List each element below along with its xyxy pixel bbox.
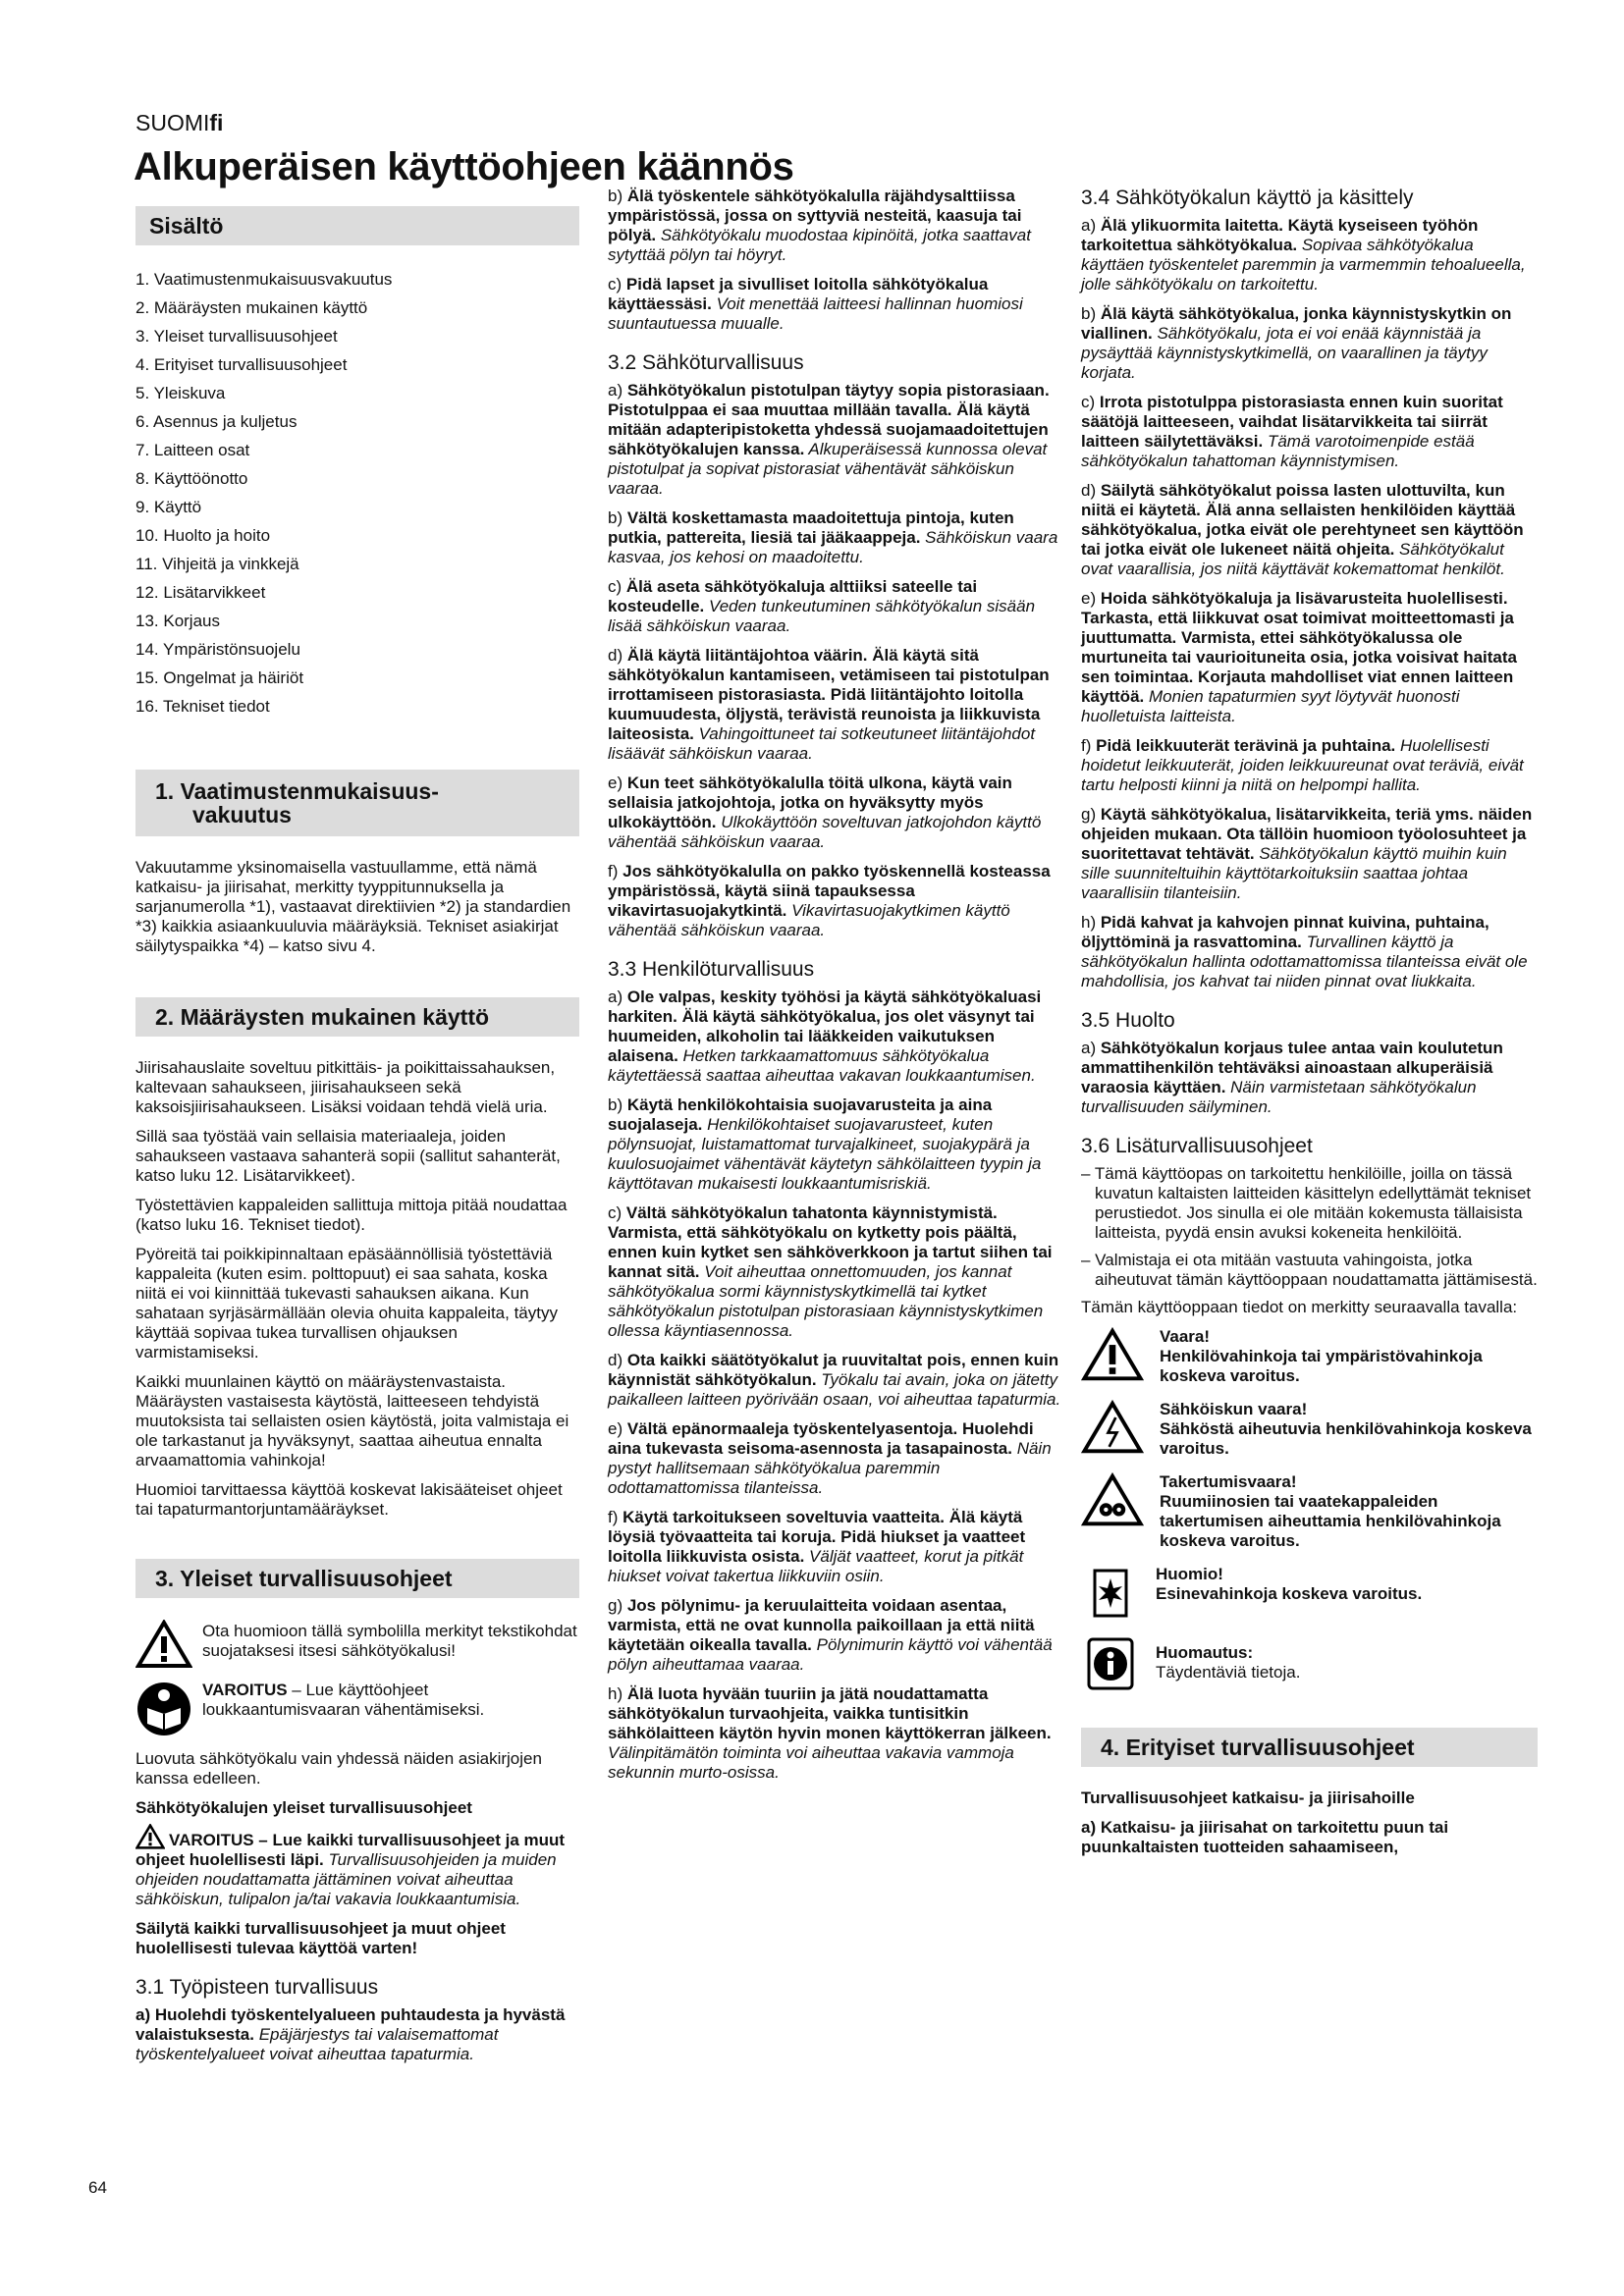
symbol-entanglement: Takertumisvaara! Ruumiinosien tai vaatekappaleiden takertumisen aiheuttamia henkilövahinkoja koskeva varoitus. [1081, 1472, 1538, 1551]
s33-item: d) Ota kaikki säätötyökalut ja ruuvitaltat pois, ennen kuin käynnistät sähkötyökalun. Työkalu tai avain, joka on jätetty paikalleen laitteen pyörivään osaan, voi aiheuttaa tapaturmia. [608, 1351, 1061, 1409]
bullet-item: – Valmistaja ei ota mitään vastuuta vahingoista, jotka aiheutuvat tämän käyttöoppaan noudattamatta jättämisestä. [1081, 1251, 1538, 1289]
toc-item: 8. Käyttöönotto [135, 469, 248, 488]
toc-item: 16. Tekniset tiedot [135, 697, 270, 716]
s34-item: g) Käytä sähkötyökalua, lisätarvikkeita, teriä yms. näiden ohjeiden mukaan. Ota tällöin huomioon työolosuhteet ja suoritettavat tehtävät. Sähkötyökalun käyttö muihin kuin sille suunniteltuihin käyttötarkoituksiin saattaa johtaa vaarallisiin tilanteisiin. [1081, 805, 1533, 902]
bullet-item: – Tämä käyttöopas on tarkoitettu henkilöille, joilla on tässä kuvatun kaltaisten laitteiden käsittelyn edellyttämät tekniset perustiedot. Jos sinulla ei ole mitään kokemusta tällaisista laitteista, pyydä ensin avuksi kokeneita henkilöitä. [1081, 1164, 1532, 1242]
toc-heading: Sisältö [135, 206, 579, 245]
toc-item: 5. Yleiskuva [135, 384, 226, 402]
s32-item: e) Kun teet sähkötyökalulla töitä ulkona, käytä vain sellaisia jatkojohtoja, jotka on hyväksytty myös ulkokäyttöön. Ulkokäyttöön soveltuvan jatkojohdon käyttö vähentää sähköiskun vaaraa. [608, 774, 1042, 851]
toc-item: 10. Huolto ja hoito [135, 526, 271, 545]
info-icon [1081, 1635, 1140, 1692]
s4-subheading: Turvallisuusohjeet katkaisu- ja jiirisahoille [1081, 1789, 1415, 1807]
toc-item: 13. Korjaus [135, 612, 220, 630]
section-3-heading: 3. Yleiset turvallisuusohjeet [135, 1559, 579, 1598]
s34-item: f) Pidä leikkuuterät terävinä ja puhtaina. Huolellisesti hoidetut leikkuuterät, joiden leikkuureunat ovat teräviä, eivät tartu helposti kiinni ja niitä on helpompi hallita. [1081, 736, 1524, 794]
s35-item: a) Sähkötyökalun korjaus tulee antaa vain koulutetun ammattihenkilön tehtäväksi ainoastaan alkuperäisiä varaosia käyttäen. Näin varmistetaan sähkötyökalun turvallisuuden säilyminen. [1081, 1039, 1503, 1116]
s33-item: g) Jos pölynimu- ja keruulaitteita voidaan asentaa, varmista, että ne ovat kunnolla paikoillaan ja että niitä käytetään oikealla tavalla. Pölynimurin käyttö voi vähentää pölyn aiheuttamaa vaaraa. [608, 1596, 1053, 1674]
symbol-electric: Sähköiskun vaara! Sähköstä aiheutuvia henkilövahinkoja koskeva varoitus. [1081, 1400, 1538, 1459]
s2-paragraph: Pyöreitä tai poikkipinnaltaan epäsäännöllisiä työstettäviä kappaleita (kuten esim. polttopuut) ei saa sahata, koska niitä ei voi kiinnittää tukevasti sahauksen aikana. Kun sahataan syrjäsärmällään olevia ohuita kappaleita, täytyy käyttää sopivaa tukea turvallisen ohjauksen varmistamiseksi. [135, 1245, 558, 1362]
section-1-heading: 1. Vaatimustenmukaisuus- vakuutus [135, 770, 579, 836]
section-3-1-heading: 3.1 Työpisteen turvallisuus [135, 1976, 379, 1999]
s34-item: a) Älä ylikuormita laitetta. Käytä kyseiseen työhön tarkoitettua sähkötyökalua. Sopivaa sähkötyökalua käyttäen työskentelet paremmin ja varmemmin tehoalueella, jolle sähkötyökalu on tarkoitettu. [1081, 216, 1526, 294]
toc-item: 14. Ympäristönsuojelu [135, 640, 300, 659]
warning-triangle-icon [135, 1620, 192, 1669]
column-1 [135, 206, 579, 2074]
toc-item: 2. Määräysten mukainen käyttö [135, 298, 368, 317]
s2-paragraph: Sillä saa työstää vain sellaisia materiaaleja, joiden sahaukseen vastaava sahanterä sopii (sallitut sahanterät, katso luku 12. Lisätarvikkeet). [135, 1127, 561, 1185]
s34-item: c) Irrota pistotulppa pistorasiasta ennen kuin suoritat säätöjä laitteeseen, vaihdat lisätarvikkeita tai siirrät laitteen säilytettäväksi. Tämä varotoimenpide estää sähkötyökalun tahattoman käynnistymisen. [1081, 393, 1503, 470]
s32-item: b) Vältä koskettamasta maadoitettuja pintoja, kuten putkia, pattereita, liesiä tai jääkaappeja. Sähköiskun vaara kasvaa, jos kehosi on maadoitettu. [608, 508, 1058, 566]
marked-note: Tämän käyttöoppaan tiedot on merkitty seuraavalla tavalla: [1081, 1298, 1518, 1316]
attention-icon [1081, 1565, 1140, 1622]
section-3-4-heading: 3.4 Sähkötyökalun käyttö ja käsittely [1081, 187, 1414, 209]
s33-item: e) Vältä epänormaaleja työskentelyasentoja. Huolehdi aina tukevasta seisoma-asennosta ja tasapainosta. Näin pystyt hallitsemaan sähkötyökalua paremmin odottamattomissa tilanteissa. [608, 1419, 1052, 1497]
s33-item: a) Ole valpas, keskity työhösi ja käytä sähkötyökaluasi harkiten. Älä käytä sähkötyökalua, jos olet väsynyt tai huumeiden, alkoholin tai lääkkeiden vaikutuksen alaisena. Hetken tarkkaamattomuus sähkötyökalua käytettäessä saattaa aiheuttaa vakavan loukkaantumisen. [608, 988, 1042, 1085]
symbol-danger: Vaara! Henkilövahinkoja tai ympäristövahinkoja koskeva varoitus. [1081, 1327, 1538, 1386]
electric-shock-icon [1081, 1400, 1144, 1455]
s3-general-heading: Sähkötyökalujen yleiset turvallisuusohjeet [135, 1798, 472, 1817]
s32-item: f) Jos sähkötyökalulla on pakko työskennellä kosteassa ympäristössä, käytä siinä tapauksessa vikavirtasuojakytkintä. Vikavirtasuojakytkimen käyttö vähentää sähköiskun vaaraa. [608, 862, 1051, 939]
s31-item-c: c) Pidä lapset ja sivulliset loitolla sähkötyökalua käyttäessäsi. Voit menettää laitteesi hallinnan huomiosi suuntautuessa muualle. [608, 275, 1023, 333]
language-label: SUOMIfi [135, 110, 224, 135]
table-of-contents [135, 265, 579, 721]
column-3 [1081, 187, 1538, 1867]
s32-item: d) Älä käytä liitäntäjohtoa väärin. Älä käytä sitä sähkötyökalun kantamiseen, vetämiseen tai pistotulpan irrottamiseen pistorasiasta. Pidä liitäntäjohto loitolla kuumuudesta, öljystä, terävistä reunoista ja liikkuvista laiteosista. Vahingoittuneet tai sotkeutuneet liitäntäjohdot lisäävät sähköiskun vaaraa. [608, 646, 1050, 763]
warning-triangle-icon [1081, 1327, 1144, 1382]
s32-item: c) Älä aseta sähkötyökaluja alttiiksi sateelle tai kosteudelle. Veden tunkeutuminen sähkötyökalun sisään lisää sähköiskun vaaraa. [608, 577, 1036, 635]
toc-item: 15. Ongelmat ja häiriöt [135, 668, 304, 687]
toc-item: 1. Vaatimustenmukaisuusvakuutus [135, 270, 393, 289]
symbol-note: Huomautus: Täydentäviä tietoja. [1081, 1635, 1538, 1692]
s3-paragraph: Luovuta sähkötyökalu vain yhdessä näiden asiakirjojen kanssa edelleen. [135, 1749, 542, 1788]
section-2-heading: 2. Määräysten mukainen käyttö [135, 997, 579, 1037]
toc-item: 6. Asennus ja kuljetus [135, 412, 298, 431]
page-title: Alkuperäisen käyttöohjeen käännös [134, 145, 794, 188]
s32-item: a) Sähkötyökalun pistotulpan täytyy sopia pistorasiaan. Pistotulppaa ei saa muuttaa millään tavalla. Älä käytä mitään adapteripistoketta yhdessä suojamaadoitettujen sähkötyökalujen kanssa. Alkuperäisessä kunnossa olevat pistotulpat ja sopivat pistorasiat vähentävät sähköiskun vaaraa. [608, 381, 1050, 498]
s2-paragraph: Työstettävien kappaleiden sallittuja mittoja pitää noudattaa (katso luku 16. Tekniset tiedot). [135, 1196, 568, 1234]
toc-item: 4. Erityiset turvallisuusohjeet [135, 355, 348, 374]
section-3-6-heading: 3.6 Lisäturvallisuusohjeet [1081, 1135, 1313, 1157]
s31-item-b: b) Älä työskentele sähkötyökalulla räjähdysalttiissa ympäristössä, jossa on syttyviä nesteitä, kaasuja tai pölyä. Sähkötyökalu muodostaa kipinöitä, jotka saattavat sytyttää pölyn tai höyryt. [608, 187, 1031, 264]
s2-paragraph: Kaikki muunlainen käyttö on määräystenvastaista. Määräysten vastaisesta käytöstä, laitteeseen tehdyistä muutoksista tai sellaisten osien käytöstä, joita valmistaja ei ole tarkastanut ja hyväksynyt, saattaa aiheutua ennalta arvaamattomia vahinkoja! [135, 1372, 569, 1469]
toc-item: 3. Yleiset turvallisuusohjeet [135, 327, 338, 346]
s4-item-a: a) Katkaisu- ja jiirisahat on tarkoitettu puun tai puunkaltaisten tuotteiden sahaamiseen, [1081, 1818, 1449, 1856]
column-2 [608, 187, 1061, 1792]
section-3-5-heading: 3.5 Huolto [1081, 1009, 1175, 1032]
read-manual-icon [135, 1681, 192, 1737]
symbol-attention: Huomio! Esinevahinkoja koskeva varoitus. [1081, 1565, 1538, 1622]
s33-item: f) Käytä tarkoitukseen soveltuvia vaatteita. Älä käytä löysiä työvaatteita tai koruja. Pidä hiukset ja vaatteet loitolla liikkuvista osista. Väljät vaatteet, korut ja pitkät hiukset voivat takertua liikkuviin osiin. [608, 1508, 1026, 1585]
section-3-2-heading: 3.2 Sähköturvallisuus [608, 351, 804, 374]
section-4-heading: 4. Erityiset turvallisuusohjeet [1081, 1728, 1538, 1767]
warning-triangle-icon [135, 1824, 165, 1849]
toc-item: 11. Vihjeitä ja vinkkejä [135, 555, 299, 573]
s33-item: b) Käytä henkilökohtaisia suojavarusteita ja aina suojalaseja. Henkilökohtaiset suojavarusteet, kuten pölynsuojat, luistamattomat turvajalkineet, suojakypärä ja kuulosuojaimet vähentävät käytetyn sähkölaitteen tyypin ja käyttötavan mukaisesti loukkaantumisriskiä. [608, 1095, 1042, 1193]
s2-paragraph: Jiirisahauslaite soveltuu pitkittäis- ja poikittaissahauksen, kaltevaan sahaukseen, jiirisahaukseen sekä kaksoisjiirisahaukseen. Lisäksi voidaan tehdä vielä uria. [135, 1058, 556, 1116]
s34-item: d) Säilytä sähkötyökalut poissa lasten ulottuvilta, kun niitä ei käytetä. Älä anna sellaisten henkilöiden käyttää sähkötyökalua, jotka eivät ole perehtyneet sen käyttöön tai jotka eivät ole lukeneet näitä ohjeita. Sähkötyökalut ovat vaarallisia, jos niitä käyttävät kokemattomat henkilöt. [1081, 481, 1524, 578]
s3-warning-paragraph: VAROITUS – Lue kaikki turvallisuusohjeet ja muut ohjeet huolellisesti läpi. Turvallisuusohjeiden ja muiden ohjeiden noudattamatta jättäminen voivat aiheuttaa sähköiskun, tulipalon ja/tai vakavia loukkaantumisia. [135, 1824, 579, 1909]
read-manual-note: VAROITUS – Lue käyttöohjeet loukkaantumisvaaran vähentämiseksi. [135, 1681, 579, 1737]
entanglement-icon [1081, 1472, 1144, 1527]
s3-keep-note: Säilytä kaikki turvallisuusohjeet ja muut ohjeet huolellisesti tulevaa käyttöä varten! [135, 1919, 506, 1957]
s31-item-a: a) Huolehdi työskentelyalueen puhtaudesta ja hyvästä valaistuksesta. Epäjärjestys tai valaisemattomat työskentelyalueet voivat aiheuttaa tapaturmia. [135, 2005, 566, 2063]
s2-paragraph: Huomioi tarvittaessa käyttöä koskevat lakisääteiset ohjeet tai tapaturmantorjuntamääräykset. [135, 1480, 563, 1519]
toc-item: 7. Laitteen osat [135, 441, 250, 459]
s34-item: e) Hoida sähkötyökaluja ja lisävarusteita huolellisesti. Tarkasta, että liikkuvat osat toimivat moitteettomasti ja juuttumatta. Varmista, ettei sähkötyökalussa ole murtuneita tai vaurioituneita osia, jotka voisivat haitata sen toimintaa. Korjauta mahdolliset viat ennen laitteen käyttöä. Monien tapaturmien syyt löytyvät huonosti huolletuista laitteista. [1081, 589, 1518, 725]
section-3-3-heading: 3.3 Henkilöturvallisuus [608, 958, 815, 981]
warning-symbol-note: Ota huomioon tällä symbolilla merkityt tekstikohdat suojataksesi itsesi sähkötyökalusi! [135, 1620, 579, 1669]
page-number: 64 [88, 2178, 107, 2197]
s34-item: b) Älä käytä sähkötyökalua, jonka käynnistyskytkin on viallinen. Sähkötyökalu, jota ei voi enää käynnistää ja pysäyttää käynnistyskytkimellä, on vaarallinen ja täytyy korjata. [1081, 304, 1512, 382]
toc-item: 9. Käyttö [135, 498, 202, 516]
toc-item: 12. Lisätarvikkeet [135, 583, 266, 602]
s34-item: h) Pidä kahvat ja kahvojen pinnat kuivina, puhtaina, öljyttöminä ja rasvattomina. Turvallinen käyttö ja sähkötyökalun hallinta odottamattomissa tilanteissa eivät ole mahdollisia, jos kahvat tai niiden pinnat ovat liukkaita. [1081, 913, 1528, 990]
section-1-text: Vakuutamme yksinomaisella vastuullamme, että nämä katkaisu- ja jiirisahat, merkitty tyyppitunnuksella ja sarjanumerolla *1), vastaavat direktiivien *2) ja standardien *3) kaikkia asiaankuuluvia määräyksiä. Tekniset asiakirjat säilytyspaikka *4) – katso sivu 4. [135, 858, 571, 955]
s33-item: c) Vältä sähkötyökalun tahatonta käynnistymistä. Varmista, että sähkötyökalu on kytketty pois päältä, ennen kuin kytket sen sähköverkkoon ja tartut siihen tai kannat sitä. Voit aiheuttaa onnettomuuden, jos kannat sähkötyökalua sormi käynnistyskytkimellä tai kytket sähkötyökalun pistotulpan pistorasiaan käynnistyskytkimen ollessa käyntiasennossa. [608, 1203, 1053, 1340]
s33-item: h) Älä luota hyvään tuuriin ja jätä noudattamatta sähkötyökalun turvaohjeita, vaikka tuntisitkin sähkölaitteen käytön hyvin monen käyttökerran jälkeen. Välinpitämätön toiminta voi aiheuttaa vakavia vammoja sekunnin murto-osissa. [608, 1684, 1052, 1782]
